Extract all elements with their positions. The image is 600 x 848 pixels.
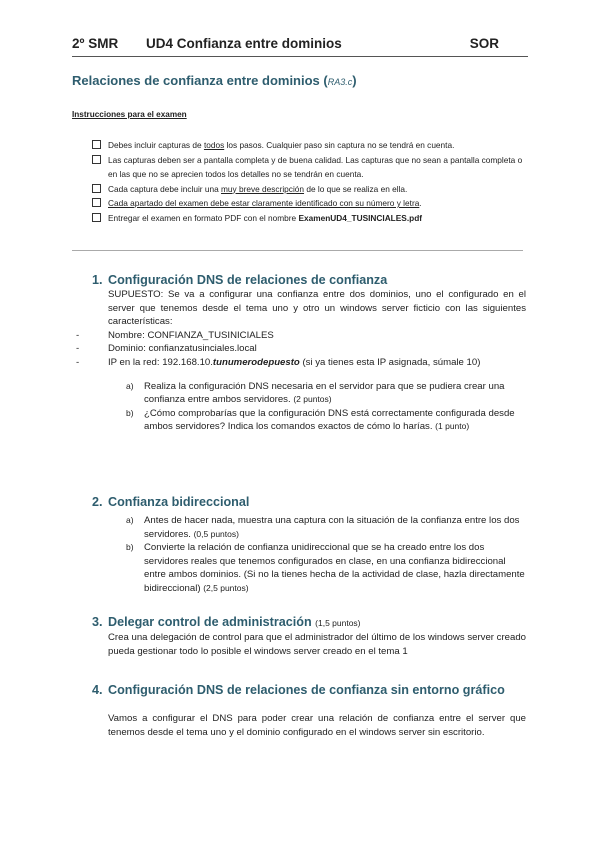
- title-ra-code: RA3.c: [327, 77, 353, 87]
- checklist-item: Debes incluir capturas de todos los pasos. Cualquier paso sin captura no se tendrá en cuenta.: [92, 138, 532, 153]
- page-header: [72, 36, 528, 56]
- header-divider: [72, 56, 528, 57]
- checkbox[interactable]: [92, 213, 101, 222]
- section-intro: SUPUESTO: Se va a configurar una confianza entre dos dominios, uno el configurado en el server que tenemos desde el tema uno y otro un windows server ficticio con las siguientes características:: [108, 289, 526, 328]
- subitem-a: a) Realiza la configuración DNS necesaria en el servidor para que se pudiera crear una confianza entre ambos servidores. (2 puntos): [126, 380, 505, 406]
- dash-item: - IP en la red: 192.168.10.tunumerodepuesto (si ya tienes esta IP asignada, súmale 10): [76, 356, 481, 368]
- checkbox[interactable]: [92, 155, 101, 164]
- checkbox[interactable]: [92, 140, 101, 149]
- header-course: 2º SMR: [72, 36, 119, 51]
- checklist-item: Las capturas deben ser a pantalla completa y de buena calidad. Las capturas que no sean a pantalla completa o en las que no se aprecien todos los detalles no se tendrán en cuenta.: [92, 153, 532, 182]
- section-heading: 3. Delegar control de administración (1,5 puntos): [92, 615, 361, 629]
- checklist-item: Cada captura debe incluir una muy breve descripción de lo que se realiza en ella.: [92, 182, 532, 197]
- dash-item: - Nombre: CONFIANZA_TUSINICIALES: [76, 329, 274, 341]
- section-heading: 2. Confianza bidireccional: [92, 495, 250, 509]
- checklist-item: Cada apartado del examen debe estar claramente identificado con su número y letra.: [92, 196, 532, 211]
- document-title: Relaciones de confianza entre dominios (RA3.c): [72, 73, 357, 88]
- instructions-heading: Instrucciones para el examen: [72, 110, 187, 119]
- subitem-a: a) Antes de hacer nada, muestra una captura con la situación de la confianza entre los dos servidores. (0,5 puntos): [126, 515, 520, 540]
- section-heading: 4. Configuración DNS de relaciones de confianza sin entorno gráfico: [92, 683, 505, 697]
- dash-item: - Dominio: confianzatusinciales.local: [76, 343, 257, 355]
- section-divider: [72, 250, 523, 251]
- section-heading: 1. Configuración DNS de relaciones de confianza: [92, 273, 388, 287]
- section-body: Vamos a configurar el DNS para poder crear una relación de confianza entre el server que tenemos desde el tema uno y el dominio configurado en el windows server sin escritorio.: [108, 713, 526, 738]
- section-4: [92, 682, 526, 739]
- section-2: [92, 494, 526, 596]
- section-body: Crea una delegación de control para que el administrador del último de los windows server creado pueda gestionar todo lo posible el windows server creado en el tema 1: [108, 632, 526, 657]
- section-1: [76, 272, 528, 434]
- subitem-b: b) Convierte la relación de confianza unidireccional que se ha creado entre los dos servidores reales que tenemos configurados en clase, en una confianza bidireccional entre ambos dominios. (Si no la tienes hecha de la actividad de clase, hazla directamente bidireccional) (2,5 puntos): [126, 542, 525, 594]
- header-unit: UD4 Confianza entre dominios: [146, 36, 342, 51]
- instructions-checklist: [92, 138, 532, 225]
- subitem-b: b) ¿Cómo comprobarías que la configuración DNS está correctamente configurada desde ambos servidores? Indica los comandos exactos de cómo lo harías. (1 punto): [126, 407, 515, 433]
- section-3: [92, 614, 526, 658]
- header-subject: SOR: [469, 36, 499, 51]
- checkbox[interactable]: [92, 184, 101, 193]
- checkbox[interactable]: [92, 198, 101, 207]
- checklist-item: Entregar el examen en formato PDF con el nombre ExamenUD4_TUSINCIALES.pdf: [92, 211, 532, 226]
